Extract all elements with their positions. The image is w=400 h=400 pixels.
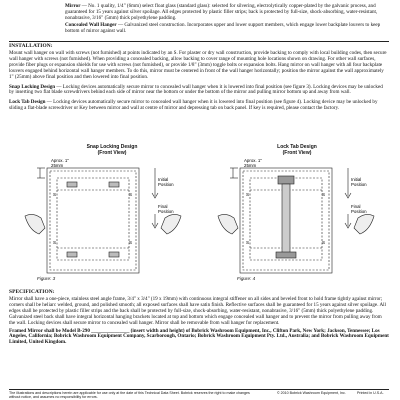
figure4-drawing [200, 156, 393, 288]
figure3-mirror-frame [47, 168, 139, 273]
footer-disclaimer: The illustrations and descriptions herein are applicable for use only at the date of this Technical Data Sheet. Bobrick reserves the right to make changes without notice, and assumes no responsibility for errors. [9, 391, 250, 400]
figure4-approx: Aprox. 1" [244, 158, 262, 163]
specification-heading: SPECIFICATION: [9, 289, 55, 295]
footer-printed: Printed in U.S.A. [357, 391, 384, 395]
figure4-s-4: S [322, 240, 326, 245]
figure3-final: Final [158, 204, 168, 209]
figure3-caption: Figure: 3 [37, 276, 56, 281]
figure3-final-position: Position [158, 209, 174, 214]
specification-text: Mirror shall have a one-piece, stainless steel angle frame, 3/4" x 3/4" (19 x 19mm) with continuous integral stiffener on all sides and beveled front to hold frame tightly against mirror; corners shall be heliarc welded, ground, and polished smooth; all exposed surfaces shall have satin finish. Reflective surfaces shall be guaranteed for 15 years against silver spoilage. All edges shall be protected by plastic filler strips and the back shall be protected by full-size, shock-absorbing, water-resistant, nonabrasive, 3/16" (5mm) thick polyethylene padding. Galvanized steel back shall have integral horizontal hanging brackets located at top and bottom which engage concealed wall hanger and to prevent the mirror from pulling away from the wall. Locking devices shall secure mirror to concealed wall hanger. Mirror shall be removable from wall hanger for replacement. [9, 296, 386, 326]
lock-label: Lock Tab Design [9, 99, 46, 106]
figure4-caption: Figure: 4 [237, 276, 256, 281]
footer-divider [9, 389, 389, 390]
installation-heading: INSTALLATION: [9, 43, 53, 49]
figure4-subtitle: (Front View) [282, 150, 312, 156]
figure4-position: Position [351, 182, 367, 187]
hanger-label: Concealed Wall Hanger [65, 21, 117, 28]
installation-text: Mount wall hanger on wall with screws (not furnished) at points indicated by an S. For plaster or dry wall construction, provide backing to comply with local building codes, then secure wall hanger with screws (not furnished). When providing a concealed backing, allow backing to cover range of mounting hole locations shown on drawing. For other wall surfaces, provide fiber plugs or expansion shields for use with screws (not furnished), or provide 1/8" (3mm) toggle bolts or expansion bolts. Hang mirror on wall hanger with all four backplate louvers engaged behind horizontal wall hanger members. To do this, mirror must be centered in front of the wall hanger horizontally; position the mirror against the wall approximately 1" (25mm) above final position and then lowered into final position. [9, 50, 387, 80]
specification-body [9, 297, 389, 346]
figure3-title: Snap Locking Design [86, 144, 138, 150]
lock-text: — Locking devices automatically secure mirror to concealed wall hanger when it is lowered into final position (see figure 4). Locking device may be unlocked by sliding a flat-blade screwdriver or Key between mirror and wall at centre of mirror and depressing tab on back panel. If key is required, please contact the factory. [9, 99, 378, 112]
figure4-s-3: S [246, 240, 250, 245]
figure3-drawing [7, 156, 200, 288]
figure3-approx: Aprox. 1" [51, 158, 69, 163]
snap-text: — Locking devices automatically secure mirror to concealed wall hanger when it is lowered into final position (see figure 3). Locking devices may be unlocked by inserting two flat blade screwdrivers behind each side of mirror near the bottom or under the bottom of the mirror and pulling mirror bottom up and away from wall. [9, 83, 383, 96]
figure3-s-2: S [129, 192, 133, 197]
mirror-text: — No. 1 quality, 1/4" (6mm) select float glass (standard glass): selected for silvering, electrolytically copper-plated by the galvanic process, and guaranteed for 15 years against silver spoilage. All edges protected by plastic filler strips; back is protected by full-size, shock-absorbing, water-resistant, nonabrasive, 3/16" (5mm) thick polyethylene padding. [65, 3, 378, 21]
mirror-label: Mirror [65, 3, 81, 9]
figure3-mm: 25mm [51, 163, 64, 168]
figure3-subtitle: (Front View) [97, 150, 127, 156]
figure4-final-position: Position [351, 209, 367, 214]
figure4-mm: 25mm [244, 163, 257, 168]
figure3-s-1: S [53, 192, 57, 197]
document-page [7, 0, 393, 400]
footer-copyright: © 2010 Bobrick Washroom Equipment, Inc. [277, 391, 346, 395]
figure3-title-block [67, 144, 157, 156]
divider [9, 41, 389, 42]
figure4-initial: Initial [351, 177, 362, 182]
figure3-position: Position [158, 182, 174, 187]
figure4-title: Lock Tab Design [277, 144, 317, 150]
snap-label: Snap Locking Design [9, 83, 56, 90]
model-blank: _______________ [91, 327, 130, 334]
figure3-initial: Initial [158, 177, 169, 182]
figure4-title-block [252, 144, 342, 156]
figure3-s-4: S [129, 240, 133, 245]
installation-body [9, 51, 389, 112]
model-rest: (insert width and height) of Bobrick Washroom Equipment, Inc., Clifton Park, New York; Jackson, Tennessee; Los Angeles, California; Bobrick Washroom Equipment Company, Scarborough, Ontario; Bobrick Washroom Equipment Pty. Ltd., Australia; and Bobrick Washroom Equipment Limited, United Kingdom. [9, 327, 389, 346]
figure4-s-2: S [322, 192, 326, 197]
hanger-text: — Galvanized steel construction. Incorporates upper and lower support members, which engage lower backplate louvers to keep bottom of mirror against wall. [65, 21, 381, 34]
mirror-description [65, 4, 391, 35]
model-text: Framed Mirror shall be Model B-290 [9, 327, 90, 334]
figure4-final: Final [351, 204, 361, 209]
figure4-s-1: S [246, 192, 250, 197]
figure3-s-3: S [53, 240, 57, 245]
